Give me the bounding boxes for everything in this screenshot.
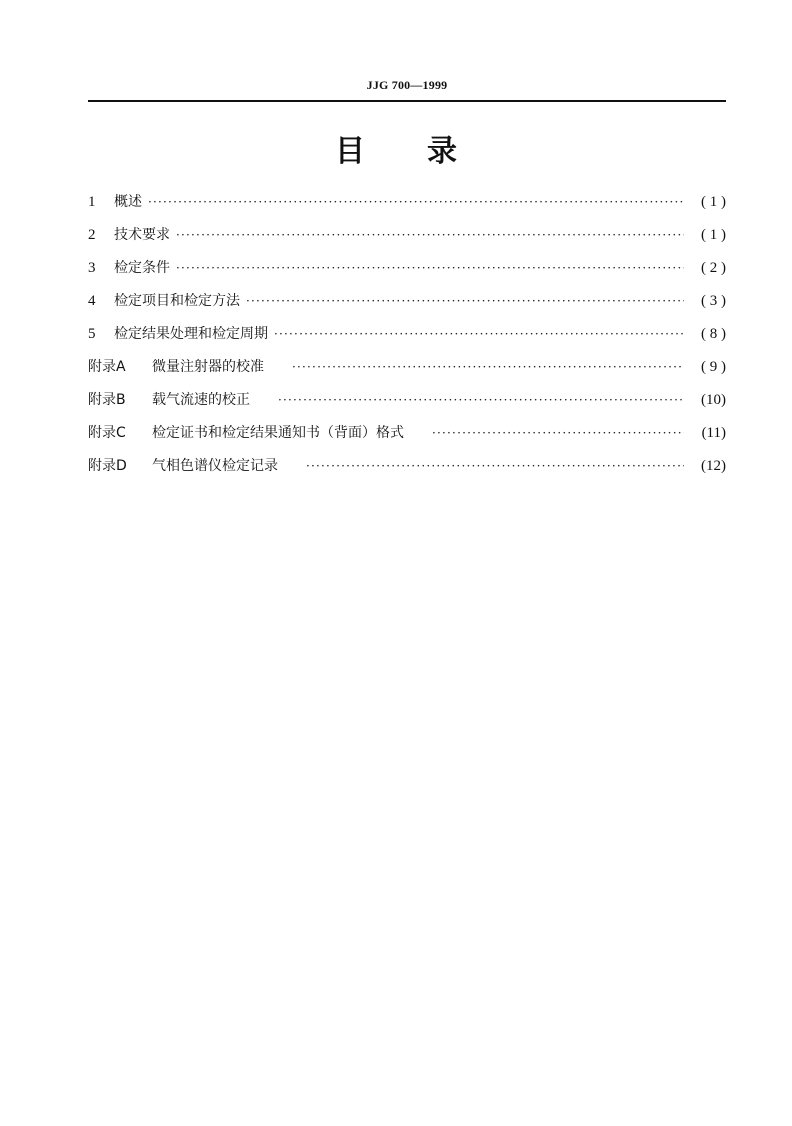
toc-entry-page: ( 8 ) <box>701 326 726 342</box>
toc-entry[interactable] <box>88 384 726 417</box>
toc-entry-label: 概述 <box>114 194 142 210</box>
toc-entry-label: 载气流速的校正 <box>152 392 250 408</box>
toc-leader-dots <box>176 219 684 252</box>
toc-entry-number: 3 <box>88 260 96 276</box>
toc-entry-label: 微量注射器的校准 <box>152 359 264 375</box>
toc-entry-number: 附录C <box>88 425 126 441</box>
toc-entry[interactable] <box>88 219 726 252</box>
toc-entry[interactable] <box>88 450 726 483</box>
toc-leader-dots <box>274 318 684 351</box>
toc-entry[interactable] <box>88 252 726 285</box>
toc-entry-page: ( 3 ) <box>701 293 726 309</box>
toc-entry-page: ( 9 ) <box>701 359 726 375</box>
toc-leader-dots <box>148 186 684 219</box>
toc-entry[interactable] <box>88 186 726 219</box>
toc-entry-number: 4 <box>88 293 96 309</box>
page-header-standard-code: JJG 700—1999 <box>366 78 448 92</box>
table-of-contents <box>88 186 726 483</box>
toc-entry-page: ( 1 ) <box>701 227 726 243</box>
toc-entry-number: 1 <box>88 194 96 210</box>
toc-entry-page: ( 2 ) <box>701 260 726 276</box>
toc-entry-number: 附录D <box>88 458 127 474</box>
toc-leader-dots <box>306 450 684 483</box>
toc-entry-page: (11) <box>701 425 726 441</box>
toc-entry[interactable] <box>88 417 726 450</box>
toc-entry-page: (10) <box>701 392 726 408</box>
toc-leader-dots <box>432 417 684 450</box>
toc-leader-dots <box>292 351 684 384</box>
toc-entry[interactable] <box>88 285 726 318</box>
toc-entry-page: (12) <box>701 458 726 474</box>
toc-leader-dots <box>176 252 684 285</box>
toc-entry-label: 检定证书和检定结果通知书（背面）格式 <box>152 425 404 441</box>
toc-entry-label: 检定项目和检定方法 <box>114 293 240 309</box>
toc-entry-number: 2 <box>88 227 96 243</box>
toc-leader-dots <box>278 384 684 417</box>
toc-entry-number: 附录A <box>88 359 126 375</box>
toc-entry-page: ( 1 ) <box>701 194 726 210</box>
title-char-1: 目 <box>335 134 365 169</box>
toc-entry[interactable] <box>88 318 726 351</box>
toc-entry-label: 技术要求 <box>114 227 170 243</box>
toc-entry-label: 检定条件 <box>114 260 170 276</box>
toc-leader-dots <box>246 285 684 318</box>
page-title <box>0 132 792 172</box>
title-char-2: 录 <box>427 134 457 169</box>
toc-entry-label: 检定结果处理和检定周期 <box>114 326 268 342</box>
toc-entry[interactable] <box>88 351 726 384</box>
header-rule <box>88 100 726 102</box>
toc-entry-number: 5 <box>88 326 96 342</box>
toc-entry-number: 附录B <box>88 392 126 408</box>
toc-entry-label: 气相色谱仪检定记录 <box>152 458 278 474</box>
